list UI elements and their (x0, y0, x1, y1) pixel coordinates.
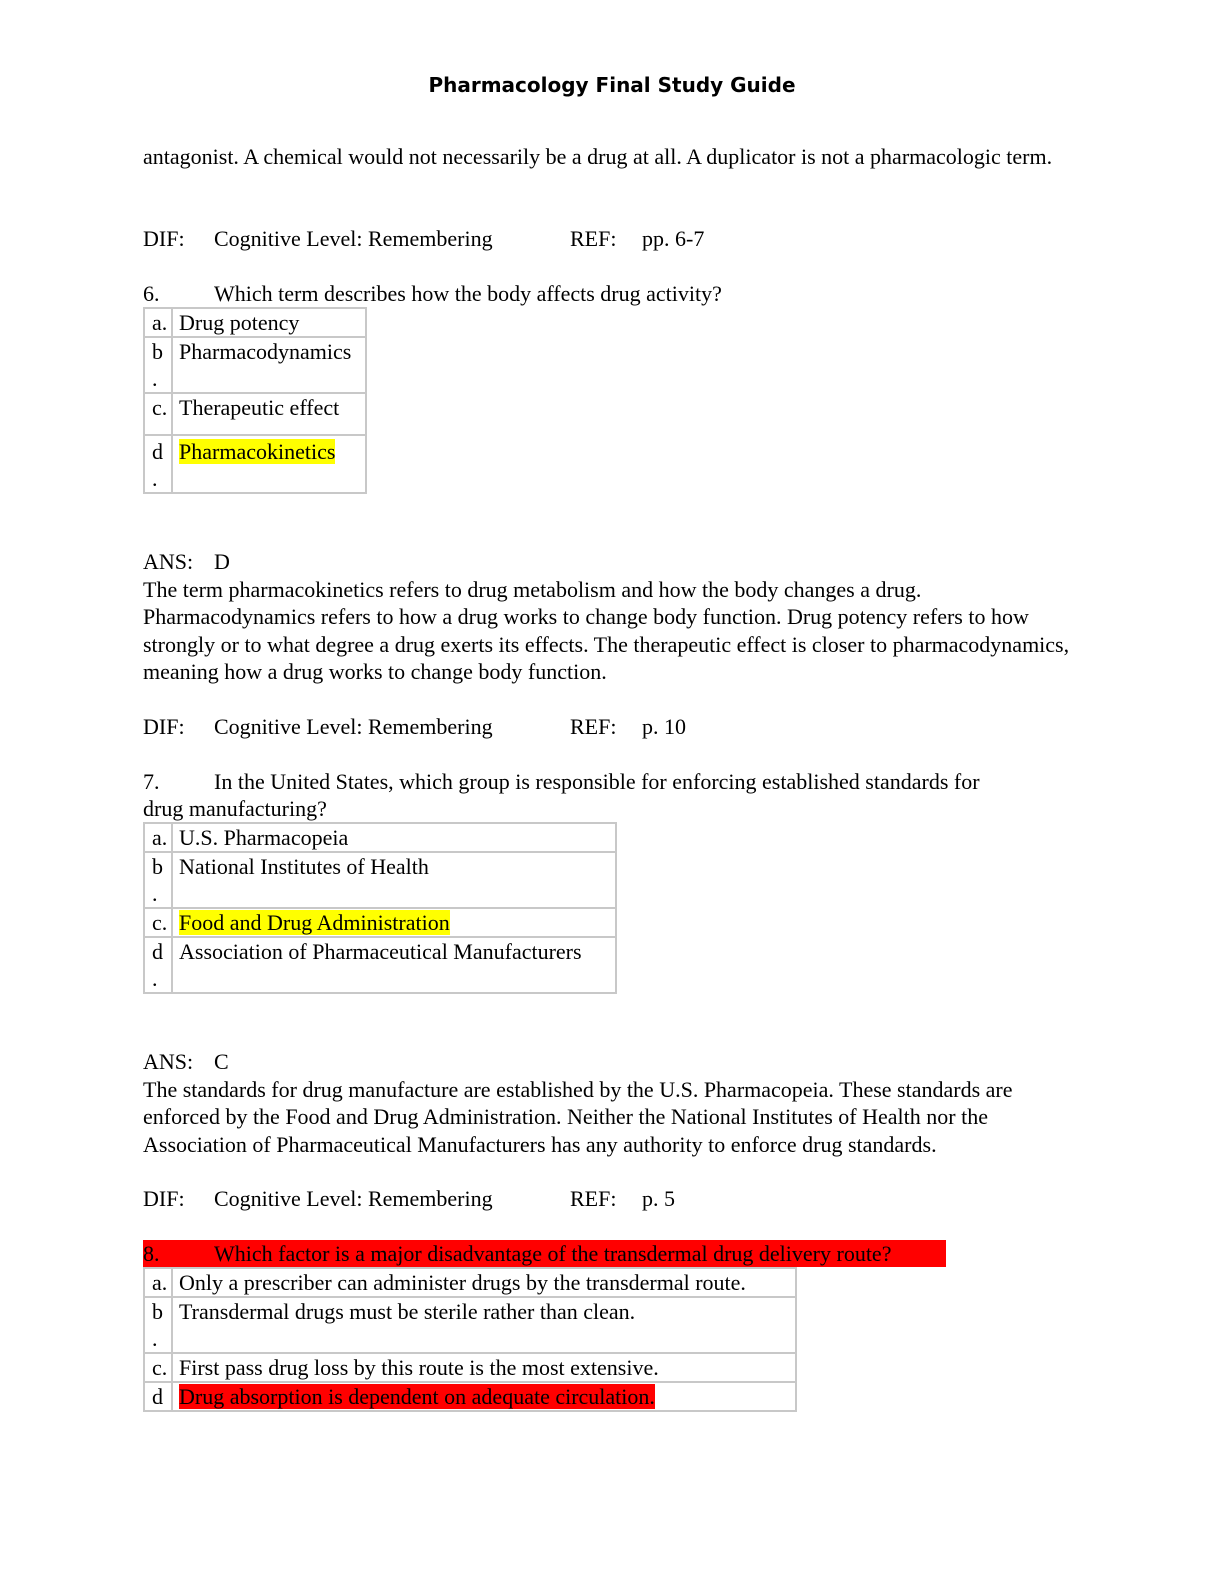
question-text: Which factor is a major disadvantage of the transdermal drug delivery route? (214, 1241, 892, 1266)
option-row (144, 1297, 796, 1353)
q6-options-table (143, 307, 367, 494)
intro-paragraph: antagonist. A chemical would not necessarily be a drug at all. A duplicator is not a pharmacologic term. (143, 144, 1053, 169)
option-text: U.S. Pharmacopeia (172, 823, 616, 852)
option-text: Only a prescriber can administer drugs by the transdermal route. (172, 1268, 796, 1297)
option-letter: d . (144, 937, 172, 993)
dif-value: Cognitive Level: Remembering (214, 714, 493, 739)
rationale-7: The standards for drug manufacture are established by the U.S. Pharmacopeia. These standards are enforced by the Food and Drug Administration. Neither the National Institutes of Health nor the Association of Pharmaceutical Manufacturers has any authority to enforce drug standards. (143, 1077, 1013, 1157)
ref-label: REF: (570, 714, 617, 739)
option-text-correct (172, 435, 366, 493)
option-text-correct (172, 908, 616, 937)
option-letter: a. (144, 823, 172, 852)
option-row (144, 1268, 796, 1297)
answer-highlight: Drug absorption is dependent on adequate circulation. (179, 1384, 655, 1409)
q8-options-table (143, 1267, 797, 1412)
dif-value: Cognitive Level: Remembering (214, 1186, 493, 1211)
option-text: Transdermal drugs must be sterile rather than clean. (172, 1297, 796, 1353)
option-letter: b . (144, 1297, 172, 1353)
dif-label: DIF: (143, 714, 185, 739)
question-text: Which term describes how the body affects drug activity? (214, 281, 722, 306)
ref-label: REF: (570, 1186, 617, 1211)
ans-value: C (214, 1049, 229, 1074)
answer-highlight: Food and Drug Administration (179, 910, 450, 935)
option-text-correct (172, 1382, 796, 1411)
ans-label: ANS: (143, 1049, 194, 1074)
question-8 (143, 1240, 946, 1267)
option-letter: a. (144, 308, 172, 337)
option-row (144, 435, 366, 493)
question-number: 7. (143, 769, 160, 794)
option-row (144, 337, 366, 393)
question-7-continued: drug manufacturing? (143, 796, 327, 821)
ref-value: p. 5 (642, 1186, 675, 1211)
ref-label: REF: (570, 226, 617, 251)
option-letter: c. (144, 908, 172, 937)
q7-options-table (143, 822, 617, 994)
ref-value: p. 10 (642, 714, 686, 739)
dif-label: DIF: (143, 1186, 185, 1211)
option-letter: c. (144, 393, 172, 435)
option-text: First pass drug loss by this route is the most extensive. (172, 1353, 796, 1382)
option-row (144, 393, 366, 435)
answer-highlight: Pharmacokinetics (179, 439, 336, 464)
option-row (144, 308, 366, 337)
option-row (144, 937, 616, 993)
question-number: 6. (143, 281, 160, 306)
option-text: Therapeutic effect (172, 393, 366, 435)
option-text: Pharmacodynamics (172, 337, 366, 393)
option-letter: d (144, 1382, 172, 1411)
question-text: In the United States, which group is responsible for enforcing established standards for (214, 769, 980, 794)
option-letter: b . (144, 337, 172, 393)
rationale-6: The term pharmacokinetics refers to drug metabolism and how the body changes a drug. Pharmacodynamics refers to how a drug works to change body function. Drug potency refers to how strongly or to what degree a drug exerts its effects. The therapeutic effect is closer to pharmacodynamics, meaning how a drug works to change body function. (143, 577, 1070, 684)
option-letter: b . (144, 852, 172, 908)
ans-label: ANS: (143, 549, 194, 574)
page-title: Pharmacology Final Study Guide (428, 73, 796, 97)
option-letter: a. (144, 1268, 172, 1297)
option-row (144, 823, 616, 852)
option-letter: c. (144, 1353, 172, 1382)
question-number: 8. (143, 1241, 160, 1266)
option-row (144, 1382, 796, 1411)
option-text: Association of Pharmaceutical Manufacturers (172, 937, 616, 993)
option-letter: d . (144, 435, 172, 493)
option-row (144, 908, 616, 937)
dif-value: Cognitive Level: Remembering (214, 226, 493, 251)
option-row (144, 1353, 796, 1382)
option-text: Drug potency (172, 308, 366, 337)
option-text: National Institutes of Health (172, 852, 616, 908)
ref-value: pp. 6-7 (642, 226, 705, 251)
dif-label: DIF: (143, 226, 185, 251)
option-row (144, 852, 616, 908)
ans-value: D (214, 549, 230, 574)
